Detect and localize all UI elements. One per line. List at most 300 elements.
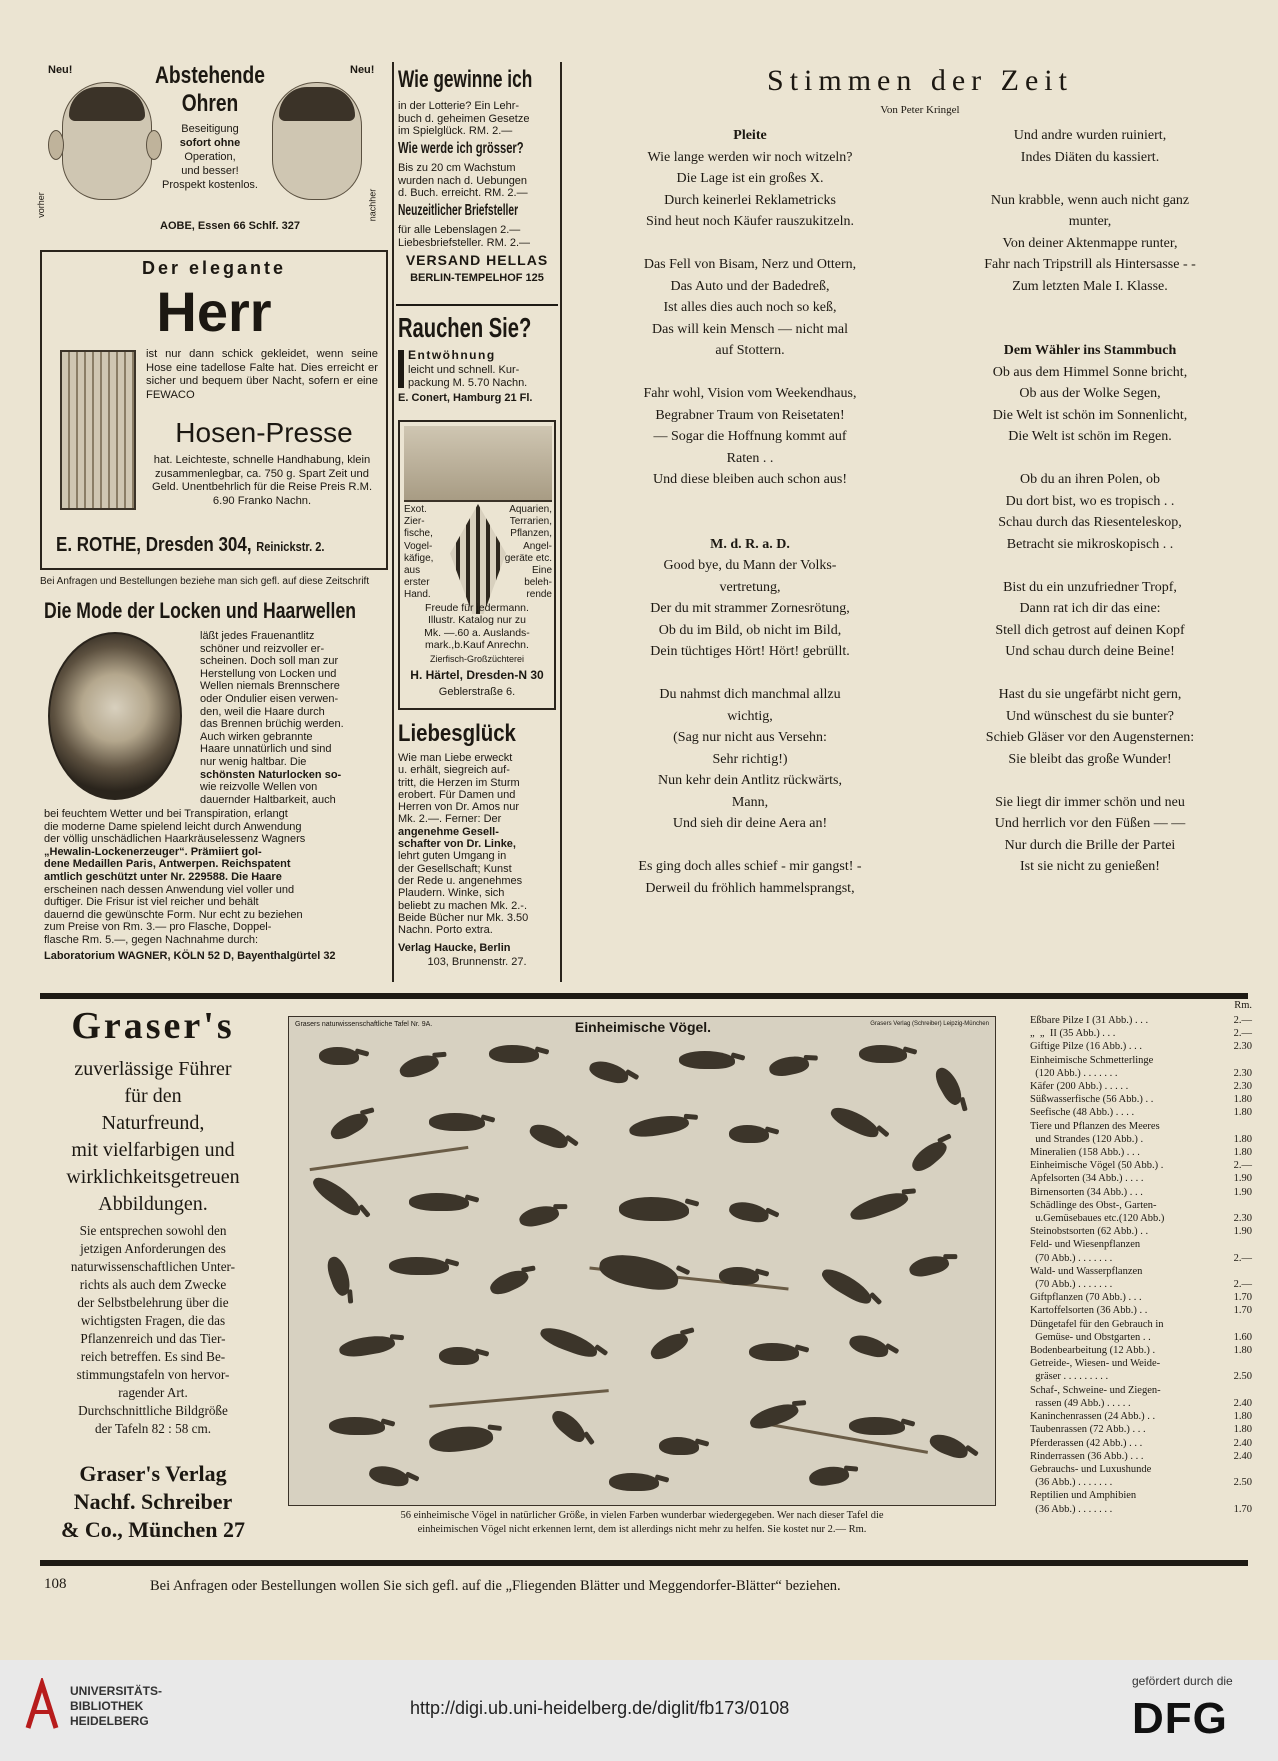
pricelist-unit: Rm.: [1234, 1000, 1252, 1011]
pricelist-item-name: Einheimische Schmetterlinge: [1030, 1054, 1154, 1066]
pricelist-item-name: Käfer (200 Abb.) . . . . .: [1030, 1081, 1129, 1093]
herr-headline: Herr: [156, 280, 272, 343]
pricelist-item-name: Seefische (48 Abb.) . . . .: [1030, 1107, 1135, 1119]
poem-line: Und sieh dir deine Aera an!: [672, 816, 828, 831]
pricelist-item-name: (70 Abb.) . . . . . . .: [1030, 1279, 1113, 1291]
pricelist-item-name: „ „ II (35 Abb.) . . .: [1030, 1028, 1116, 1040]
pricelist-item-name: (36 Abb.) . . . . . . .: [1030, 1477, 1113, 1489]
poem-heading: M. d. R. a. D.: [710, 536, 790, 552]
poem-line: Mann,: [731, 794, 769, 810]
bird-plate-image: [288, 1016, 996, 1506]
pricelist-item-price: 1.90: [1233, 1186, 1252, 1198]
poem-line: [920, 448, 1260, 470]
aquarium-right: Aquarien, Terrarien, Pflanzen, Angel- geräte etc. Eine beleh- rende: [504, 504, 552, 601]
ears-address: AOBE, Essen 66 Schlf. 327: [160, 220, 301, 232]
pricelist-item-name: (70 Abb.) . . . . . . .: [1030, 1252, 1113, 1264]
poem-line: Und herrlich vor den Füßen — —: [994, 816, 1186, 831]
rauchen-address: E. Conert, Hamburg 21 Fl.: [398, 392, 533, 404]
plate-imprint: Grasers Verlag (Schreiber) Leipzig-München: [870, 1021, 989, 1027]
pricelist-item-name: Gemüse- und Obstgarten . .: [1030, 1331, 1151, 1343]
aquarium-left: Exot. Zier- fische, Vogel- käfige, aus erster Hand.: [404, 504, 434, 601]
bird-20: [728, 1200, 771, 1225]
poem-line: Ob aus dem Himmel Sonne bricht,: [992, 364, 1188, 380]
poem-line: Der du mit strammer Zornesrötung,: [650, 601, 850, 616]
rule-bottom-thick: [40, 1560, 1248, 1566]
page-number: 108: [44, 1576, 67, 1592]
pricelist-item-name: Giftpflanzen (70 Abb.) . . .: [1030, 1292, 1142, 1304]
pricelist-item-name: gräser . . . . . . . . .: [1030, 1371, 1109, 1383]
poem-line: Wie lange werden wir noch witzeln?: [647, 149, 853, 165]
herr-details: hat. Leichteste, schnelle Handhabung, klein zusammenlegbar, ca. 750 g. Spart Zeit und Geld. Unentbehrlich für die Reise Preis R.M. 6.90 Franko Nachn.: [151, 454, 373, 507]
bird-42: [368, 1464, 411, 1489]
pricelist-item: [1030, 1080, 1252, 1093]
bird-1: [319, 1047, 359, 1065]
pricelist-item-price: 2.—: [1233, 1279, 1252, 1291]
pricelist-item-price: 1.80: [1233, 1107, 1252, 1119]
bird-28: [907, 1252, 950, 1280]
poem-line: Dann rat ich dir das eine:: [1019, 601, 1161, 616]
small-notice: Bei Anfragen und Bestellungen beziehe man sich gefl. auf diese Zeitschrift: [40, 576, 370, 587]
bird-7: [859, 1045, 907, 1063]
bird-31: [538, 1323, 601, 1360]
pricelist-item: [1030, 1423, 1252, 1436]
pricelist-item-name: Gebrauchs- und Luxushunde: [1030, 1463, 1152, 1475]
poem-line: Sie bleibt das große Wunder!: [1008, 751, 1172, 767]
poem-line: [580, 491, 920, 513]
pricelist-item: [1030, 1291, 1252, 1304]
poem-left-column: [580, 125, 920, 899]
liebe-publisher: Verlag Haucke, Berlin: [398, 942, 511, 954]
pricelist-item-name: Taubenrassen (72 Abb.) . . .: [1030, 1424, 1146, 1436]
poem-line: Fahr wohl, Vision vom Weekendhaus,: [643, 386, 857, 401]
ad-herr: [40, 250, 388, 570]
pricelist-item-name: Einheimische Vögel (50 Abb.) .: [1030, 1160, 1164, 1172]
neu-left: Neu!: [48, 64, 73, 76]
pricelist-item: [1030, 1437, 1252, 1450]
plate-title: Einheimische Vögel.: [574, 1019, 712, 1035]
poem-heading: Pleite: [733, 128, 767, 143]
pricelist-item: [1030, 1212, 1252, 1225]
poem-line: [580, 663, 920, 685]
pricelist-item-price: 1.70: [1233, 1503, 1252, 1515]
pricelist-item-name: Rinderrassen (36 Abb.) . . .: [1030, 1450, 1144, 1462]
pricelist-item: [1030, 1093, 1252, 1106]
pricelist-item-name: und Strandes (120 Abb.) .: [1030, 1133, 1144, 1145]
pricelist-item-price: 1.80: [1233, 1345, 1252, 1357]
poem-line: Stell dich getrost auf deinen Kopf: [995, 622, 1185, 638]
poem-line: [580, 512, 920, 534]
poem-line: Das will kein Mensch — nicht mal: [652, 321, 848, 337]
briefsteller-text: für alle Lebenslagen 2.— Liebesbriefsteller. RM. 2.—: [398, 224, 531, 249]
pricelist-item-price: 2.—: [1233, 1252, 1252, 1264]
poem-line: [580, 233, 920, 255]
poem-line: Fahr nach Tripstrill als Hintersasse - -: [984, 257, 1196, 272]
rule-top-thick: [40, 993, 1248, 999]
pricelist-item-name: Bodenbearbeitung (12 Abb.) .: [1030, 1345, 1156, 1357]
poem-line: Ist sie nicht zu genießen!: [1020, 859, 1160, 874]
bird-36: [428, 1423, 495, 1456]
pricelist-item-name: Pferderassen (42 Abb.) . . .: [1030, 1437, 1143, 1449]
pricelist-item-name: rassen (49 Abb.) . . . . .: [1030, 1397, 1131, 1409]
poem-line: Indes Diäten du kassiert.: [1020, 149, 1160, 165]
poem-line: Sehr richtig!): [712, 751, 788, 767]
grasers-body: Sie entsprechen sowohl den jetzigen Anforderungen des naturwissenschaftlichen Unter- richts als auch dem Zwecke der Selbstbelehrung über die wichtigsten Fragen, die das Pflanzenreich und das Tier- reich betreffen. Es sind Be- stimmungstafeln von hervor- ragender Art. Durchschnittliche Bildgröße der Tafeln 82 : 58 cm.: [70, 1223, 236, 1436]
poem-line: — Sogar die Hoffnung kommt auf: [653, 429, 847, 444]
poem-line: [920, 555, 1260, 577]
poem-line: Dein tüchtiges Hört! Hört! gebrüllt.: [650, 644, 850, 659]
pricelist-item-name: Schaf-, Schweine- und Ziegen-: [1030, 1384, 1161, 1396]
pricelist-item-price: 2.30: [1233, 1081, 1252, 1093]
before-caption: vorher: [35, 192, 46, 218]
trouser-press-image: [60, 350, 136, 510]
pricelist-item: [1030, 1265, 1252, 1278]
poem-line: (Sag nur nicht aus Versehn:: [673, 730, 827, 745]
poem-line: Nun krabble, wenn auch nicht ganz: [990, 192, 1190, 208]
poem-line: auf Stottern.: [715, 343, 785, 358]
pricelist-item-price: 2.30: [1233, 1067, 1252, 1079]
pricelist-item-name: Mineralien (158 Abb.) . . .: [1030, 1147, 1140, 1159]
aquarium-text: Freude für jedermann. Illustr. Katalog nur zu Mk. —.60 a. Auslands- mark.,b.Kauf Anrechn.: [424, 602, 530, 652]
poem-line: wichtig,: [727, 708, 773, 724]
bird-34: [847, 1332, 890, 1360]
ad-gewinne: [396, 66, 558, 302]
ears-headline-2: Ohren: [181, 90, 239, 117]
permalink[interactable]: http://digi.ub.uni-heidelberg.de/diglit/fb173/0108: [410, 1698, 790, 1718]
pricelist-item: [1030, 1027, 1252, 1040]
poem-line: Ob du an ihren Polen, ob: [1020, 472, 1160, 487]
herr-firm: E. ROTHE, Dresden 304, Reinickstr. 2.: [56, 534, 325, 556]
pricelist-item: [1030, 1489, 1252, 1502]
poem-line: Durch keinerlei Reklametricks: [664, 192, 836, 208]
branch-3: [429, 1389, 609, 1408]
pricelist-item-price: 2.—: [1233, 1015, 1252, 1026]
pricelist-item-price: 1.80: [1233, 1094, 1252, 1106]
rauchen-sub: Entwöhnung: [408, 348, 496, 362]
rauchen-text: leicht und schnell. Kur- packung M. 5.70 Nachn.: [408, 364, 528, 389]
bird-37: [548, 1406, 590, 1446]
neu-right: Neu!: [350, 64, 375, 76]
poem-line: Betracht sie mikroskopisch . .: [1006, 536, 1174, 552]
pricelist-item-name: Kartoffelsorten (36 Abb.) . .: [1030, 1305, 1148, 1317]
pricelist-item: [1030, 1384, 1252, 1397]
funded-by: gefördert durch die: [1132, 1674, 1233, 1688]
bird-18: [517, 1202, 560, 1230]
poem-title: Stimmen der Zeit: [767, 64, 1073, 97]
poem-line: munter,: [1068, 214, 1112, 229]
ad-locken: [40, 598, 388, 988]
pricelist-item-name: (120 Abb.) . . . . . . .: [1030, 1067, 1118, 1079]
groesser-text: Bis zu 20 cm Wachstum wurden nach d. Uebungen d. Buch. erreicht. RM. 2.—: [398, 162, 528, 199]
poem-line: Nun kehr dein Antlitz rückwärts,: [658, 773, 842, 788]
pricelist-item: [1030, 1278, 1252, 1291]
bird-9: [327, 1108, 371, 1144]
pricelist-item-name: Apfelsorten (34 Abb.) . . . .: [1030, 1173, 1144, 1185]
liebe-text: Wie man Liebe erweckt u. erhält, siegreich auf- tritt, die Herzen im Sturm erobert. Für Damen und Herren von Dr. Amos nur Mk. 2.—. Ferner: Der angenehme Gesell- schafter von Dr. Linke, lehrt guten Umgang in der Gesellschaft; Kunst der Rede u. angenehmes Plaudern. Winke, sich beliebt zu machen Mk. 2.-. Beide Bücher nur Mk. 3.50 Nachn. Porto extra.: [398, 752, 529, 937]
plate-caption-1: 56 einheimische Vögel in natürlicher Größe, in vielen Farben wunderbar wiedergegeben. Wer nach dieser Tafel die: [400, 1510, 884, 1521]
pricelist-item-price: 1.80: [1233, 1147, 1252, 1159]
liebe-street: 103, Brunnenstr. 27.: [427, 956, 527, 968]
briefsteller-headline: Neuzeitlicher Briefsteller: [398, 202, 519, 219]
bird-3: [489, 1045, 539, 1063]
poem-line: Good bye, du Mann der Volks-: [663, 558, 837, 573]
pricelist-item: [1030, 1106, 1252, 1119]
library-footer: [0, 1660, 1278, 1761]
pricelist-item-price: 1.90: [1233, 1226, 1252, 1238]
pricelist-item: [1030, 1476, 1252, 1489]
poem-right-column: [920, 125, 1260, 878]
rauchen-headline: Rauchen Sie?: [398, 312, 532, 343]
bird-30: [439, 1347, 479, 1365]
aquarium-street: Geblerstraße 6.: [438, 686, 516, 698]
poem-line: Die Welt ist schön im Sonnenlicht,: [992, 407, 1188, 423]
ears-headline-1: Abstehende: [155, 62, 265, 89]
bird-17: [409, 1193, 469, 1211]
groesser-headline: Wie werde ich grösser?: [398, 140, 524, 157]
bird-6: [768, 1053, 811, 1079]
poem-line: Ist alles dies auch noch so keß,: [663, 300, 837, 315]
ad-liebe: [396, 720, 558, 980]
bird-15: [908, 1136, 950, 1176]
bird-19: [619, 1197, 689, 1221]
pricelist-item-price: 1.70: [1233, 1305, 1252, 1317]
pricelist-item: [1030, 1370, 1252, 1383]
column-rule-1: [392, 62, 394, 982]
aquarium-tag: Zierfisch-Großzüchterei: [429, 654, 525, 664]
pricelist-item: [1030, 1331, 1252, 1344]
poem-line: [580, 835, 920, 857]
pricelist-item-price: 1.90: [1233, 1173, 1252, 1185]
poem-line: Schieb Gläser vor den Augensternen:: [985, 730, 1195, 745]
branch-1: [310, 1146, 469, 1171]
poem-line: vertretung,: [719, 579, 781, 595]
pricelist-item-name: Feld- und Wiesenpflanzen: [1030, 1239, 1141, 1251]
poem-author: Von Peter Kringel: [880, 104, 960, 116]
pricelist-item: [1030, 1040, 1252, 1053]
pricelist-item: [1030, 1067, 1252, 1080]
bird-2: [397, 1051, 441, 1082]
ad-ears: [35, 60, 388, 240]
face-before-image: [62, 82, 152, 200]
poem-line: Zum letzten Male I. Klasse.: [1012, 278, 1168, 294]
poem-line: Ob du im Bild, ob nicht im Bild,: [658, 622, 842, 638]
pricelist-item: [1030, 1318, 1252, 1331]
pricelist-item-price: 2.—: [1233, 1028, 1252, 1040]
rule-gewinne: [396, 304, 558, 306]
plate-caption-2: einheimischen Vögel nicht erkennen lernt, dem ist allerdings nicht mehr zu helfen. Sie kostet nur 2.— Rm.: [417, 1524, 867, 1535]
pricelist-item-name: (36 Abb.) . . . . . . .: [1030, 1503, 1113, 1515]
pricelist-item: [1030, 1450, 1252, 1463]
pricelist-item-price: 1.60: [1233, 1331, 1252, 1343]
herr-pre: Der elegante: [141, 258, 287, 278]
bird-23: [389, 1257, 449, 1275]
bird-11: [527, 1121, 571, 1152]
bird-12: [628, 1112, 690, 1140]
pricelist-item: [1030, 1054, 1252, 1067]
pricelist-item-price: 1.80: [1233, 1133, 1252, 1145]
rauchen-bar: [398, 350, 404, 388]
pricelist-item-name: Süßwasserfische (56 Abb.) . .: [1030, 1094, 1154, 1106]
poem-line: [580, 362, 920, 384]
pricelist-item-price: 1.80: [1233, 1424, 1252, 1436]
pricelist-item-name: Steinobstsorten (62 Abb.) . .: [1030, 1226, 1149, 1238]
bird-24: [487, 1265, 531, 1298]
pricelist-item-name: Birnensorten (34 Abb.) . . .: [1030, 1186, 1143, 1198]
bird-38: [659, 1437, 699, 1455]
grasers-verlag: Graser's Verlag Nachf. Schreiber & Co., München 27: [61, 1461, 245, 1542]
poem-line: Und wünschest du sie bunter?: [1006, 708, 1174, 724]
pricelist: [1030, 1014, 1252, 1516]
hellas-city: BERLIN-TEMPELHOF 125: [410, 272, 544, 284]
pricelist-item-price: 1.70: [1233, 1292, 1252, 1304]
dfg-logo: DFG: [1132, 1694, 1228, 1743]
library-logo-icon: [22, 1678, 62, 1734]
pricelist-item-price: 2.30: [1233, 1213, 1252, 1225]
poem-line: Sind heut noch Käufer rauszukitzeln.: [646, 214, 854, 229]
pricelist-item: [1030, 1186, 1252, 1199]
bird-40: [849, 1417, 905, 1435]
poem-line: Die Welt ist schön im Regen.: [1008, 429, 1172, 444]
pricelist-item-price: 2.40: [1233, 1397, 1252, 1409]
poem-line: [920, 168, 1260, 190]
pricelist-item-name: Kaninchenrassen (24 Abb.) . .: [1030, 1411, 1156, 1423]
bird-8: [931, 1064, 967, 1108]
gewinne-headline: Wie gewinne ich: [398, 66, 533, 93]
ear-left-image: [48, 130, 64, 160]
bird-43: [609, 1473, 659, 1491]
ad-rauchen: [396, 312, 558, 412]
pricelist-item-name: Giftige Pilze (16 Abb.) . . .: [1030, 1041, 1142, 1053]
locken-col-text: läßt jedes Frauenantlitz schöner und reizvoller er- scheinen. Doch soll man zur Herstellung von Locken und Wellen niemals Brennschere oder Ondulier eisen verwen- den, weil die Haare durch das Brennen brüchig werden. Auch wirken gebrannte Haare unnatürlich und sind nur wenig haltbar. Die schönsten Naturlocken so- wie reizvolle Wellen von dauernder Haltbarkeit, auch: [200, 630, 344, 806]
pricelist-item-name: Eßbare Pilze I (31 Abb.) . . .: [1030, 1015, 1149, 1026]
pricelist-item-price: 2.30: [1233, 1041, 1252, 1053]
bird-44: [808, 1464, 851, 1489]
bird-5: [679, 1051, 735, 1069]
pricelist-item-name: Wald- und Wasserpflanzen: [1030, 1265, 1143, 1277]
poem-line: Und andre wurden ruiniert,: [1013, 128, 1167, 143]
bird-29: [338, 1332, 396, 1359]
page-footer-text: Bei Anfragen oder Bestellungen wollen Sie sich gefl. auf die „Fliegenden Blätter und Meggendorfer-Blätter“ beziehen.: [150, 1578, 841, 1594]
locken-address: Laboratorium WAGNER, KÖLN 52 D, Bayenthalgürtel 32: [44, 950, 336, 962]
library-name-3: HEIDELBERG: [70, 1714, 149, 1728]
pricelist-item-price: 2.40: [1233, 1437, 1252, 1449]
lady-portrait-image: [48, 632, 182, 800]
poem-line: Das Fell von Bisam, Nerz und Ottern,: [643, 257, 857, 272]
poem-line: Bist du ein unzufriedner Tropf,: [1003, 579, 1177, 595]
pricelist-item-name: Schädlinge des Obst-, Garten-: [1030, 1199, 1157, 1211]
bird-41: [927, 1431, 971, 1462]
pricelist-item: [1030, 1238, 1252, 1251]
gewinne-text: in der Lotterie? Ein Lehr- buch d. geheimen Gesetze im Spielglück. RM. 2.—: [398, 100, 530, 137]
poem-line: Ob aus der Wolke Segen,: [1019, 386, 1161, 401]
ears-body: Beseitigung sofort ohne Operation, und besser! Prospekt kostenlos.: [162, 123, 258, 191]
poem-line: [920, 663, 1260, 685]
grasers-sub: zuverlässige Führer für den Naturfreund, mit vielfarbigen und wirklichkeitsgetreuen Abbildungen.: [66, 1058, 240, 1215]
bird-21: [848, 1187, 911, 1224]
herr-body: ist nur dann schick gekleidet, wenn seine Hose eine tadellose Falte hat. Dies erreicht er sicher und bequem über Nacht, sofern er eine FEWACO: [146, 348, 378, 401]
poem-heading: Dem Wähler ins Stammbuch: [1003, 343, 1177, 358]
poem-line: Schau durch das Riesenteleskop,: [998, 515, 1182, 530]
poem-line: Das Auto und der Badedreß,: [670, 278, 830, 294]
pricelist-item: [1030, 1503, 1252, 1516]
poem-line: Begrabner Traum von Reisetaten!: [655, 407, 845, 423]
poem-line: Nur durch die Brille der Partei: [1004, 837, 1176, 853]
poem-line: Es ging doch alles schief - mir gangst! -: [638, 859, 862, 874]
plate-series: Grasers naturwissenschaftliche Tafel Nr. 9A.: [295, 1021, 433, 1028]
bird-13: [729, 1125, 769, 1143]
bird-26: [719, 1267, 759, 1285]
pricelist-item-price: 2.50: [1233, 1371, 1252, 1383]
poem-line: Hast du sie ungefärbt nicht gern,: [998, 687, 1182, 702]
liebe-headline: Liebesglück: [398, 720, 516, 747]
pricelist-item-price: 1.80: [1233, 1411, 1252, 1423]
pricelist-item: [1030, 1344, 1252, 1357]
hellas-firm: VERSAND HELLAS: [405, 252, 549, 268]
poem-line: Sie liegt dir immer schön und neu: [995, 794, 1185, 810]
grasers-ad: [40, 1004, 266, 1554]
pricelist-item: [1030, 1463, 1252, 1476]
bird-27: [818, 1264, 875, 1308]
pricelist-item: [1030, 1014, 1252, 1027]
pricelist-item: [1030, 1304, 1252, 1317]
pricelist-item: [1030, 1133, 1252, 1146]
pricelist-item-price: 2.40: [1233, 1450, 1252, 1462]
locken-headline: Die Mode der Locken und Haarwellen: [44, 598, 356, 623]
aquarium-firm: H. Härtel, Dresden-N 30: [410, 668, 544, 682]
poem-line: [920, 770, 1260, 792]
pricelist-item: [1030, 1410, 1252, 1423]
bird-4: [587, 1058, 630, 1086]
poem-line: Und diese bleiben auch schon aus!: [653, 472, 847, 487]
pricelist-item-name: Getreide-, Wiesen- und Weide-: [1030, 1358, 1161, 1370]
library-name-2: BIBLIOTHEK: [70, 1699, 144, 1713]
poem-line: Von deiner Aktenmappe runter,: [1002, 235, 1178, 251]
pricelist-item: [1030, 1146, 1252, 1159]
herr-product: Hosen-Presse: [175, 417, 353, 448]
bird-33: [749, 1343, 799, 1361]
pricelist-item: [1030, 1199, 1252, 1212]
pricelist-item-name: Tiere und Pflanzen des Meeres: [1030, 1120, 1160, 1132]
poem-line: [920, 319, 1260, 341]
pricelist-item: [1030, 1120, 1252, 1133]
pricelist-item-price: 2.50: [1233, 1477, 1252, 1489]
pricelist-item: [1030, 1225, 1252, 1238]
grasers-title: Graser's: [71, 1005, 235, 1047]
pricelist-item-name: Düngetafel für den Gebrauch in: [1030, 1318, 1164, 1330]
bird-14: [828, 1103, 883, 1141]
face-after-image: [272, 82, 362, 200]
aquarium-image: [404, 426, 552, 502]
bird-25: [597, 1250, 681, 1293]
bird-32: [647, 1328, 691, 1364]
pricelist-item-name: u.Gemüsebaues etc.(120 Abb.): [1030, 1213, 1165, 1225]
pricelist-item: [1030, 1252, 1252, 1265]
pricelist-item-price: 2.—: [1233, 1160, 1252, 1172]
bird-35: [329, 1417, 385, 1435]
poem-line: Derweil du fröhlich hammelsprangst,: [645, 880, 855, 896]
pricelist-item: [1030, 1159, 1252, 1172]
poem-line: Du nahmst dich manchmal allzu: [659, 687, 841, 702]
locken-full-text: bei feuchtem Wetter und bei Transpiration, erlangt die moderne Dame spielend leicht durch Anwendung der völlig unschädlichen Haarkräuselessenz Wagners „Hewalin-Lockenerzeuger“. Prämiiert gol- dene Medaillen Paris, Antwerpen. Reichspatent amtlich geschützt unter Nr. 229588. Die Haare erscheinen nach dessen Anwendung viel voller und duftiger. Die Frisur ist viel reicher und behält dauernd die gewünschte Form. Nur echt zu beziehen zum Preise von Rm. 3.— pro Flasche, Doppel- flasche Rm. 5.—, gegen Nachnahme durch:: [44, 808, 306, 946]
bird-22: [324, 1254, 355, 1298]
after-caption: nachher: [367, 188, 378, 222]
pricelist-item-name: Reptilien und Amphibien: [1030, 1490, 1137, 1502]
bird-10: [429, 1113, 485, 1131]
poem-line: Und schau durch deine Beine!: [1005, 644, 1175, 659]
bird-16: [309, 1173, 365, 1220]
poem-line: [920, 297, 1260, 319]
column-rule-2: [560, 62, 562, 982]
library-name-1: UNIVERSITÄTS-: [70, 1684, 163, 1698]
